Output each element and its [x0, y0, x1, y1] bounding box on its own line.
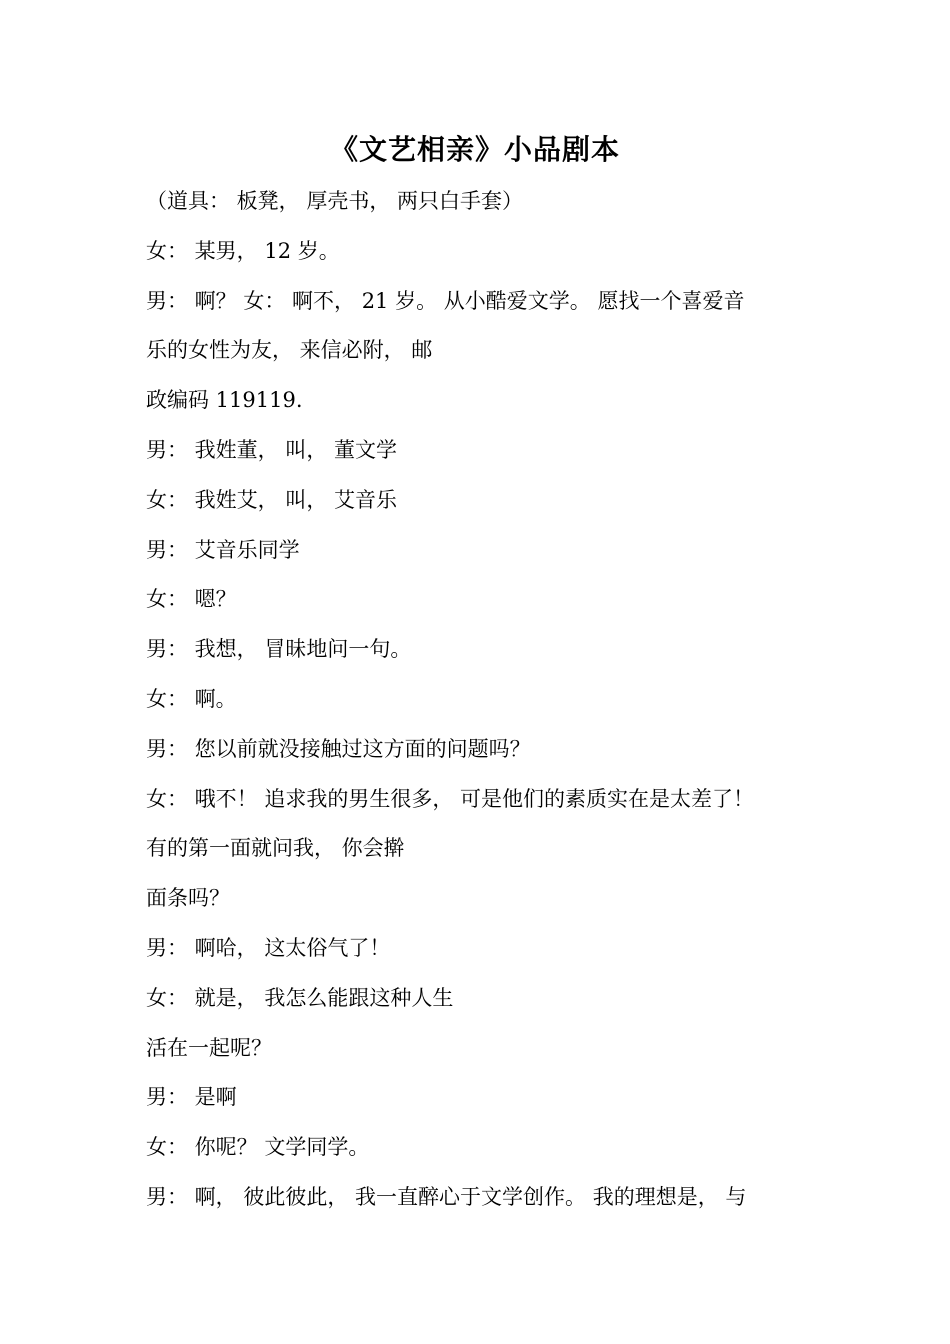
script-line: 男： 啊？ 女： 啊不， 21 岁。 从小酷爱文学。 愿找一个喜爱音: [146, 288, 745, 313]
script-line: 女： 某男， 12 岁。: [146, 238, 340, 263]
script-line: 女： 就是， 我怎么能跟这种人生: [146, 985, 454, 1010]
script-body: [146, 182, 816, 1228]
script-line: 活在一起呢？: [146, 1035, 272, 1060]
script-line: 男： 艾音乐同学: [146, 537, 300, 562]
script-line: 女： 我姓艾， 叫， 艾音乐: [146, 487, 398, 512]
document-title: 《文艺相亲》小品剧本: [329, 133, 620, 166]
script-line: 女： 啊。: [146, 686, 237, 711]
script-line: 男： 我想， 冒昧地问一句。: [146, 637, 412, 662]
script-line: 男： 我姓董， 叫， 董文学: [146, 437, 398, 462]
script-line: 男： 啊， 彼此彼此， 我一直醉心于文学创作。 我的理想是， 与: [146, 1184, 747, 1209]
script-line: 女： 哦不！ 追求我的男生很多， 可是他们的素质实在是太差了！: [146, 786, 755, 811]
script-line: 男： 您以前就没接触过这方面的问题吗？: [146, 736, 531, 761]
script-line: 女： 嗯？: [146, 587, 237, 612]
script-line: 男： 啊哈， 这太俗气了！: [146, 935, 391, 960]
script-line: 政编码 119119.: [146, 388, 303, 413]
script-line: 乐的女性为友， 来信必附， 邮: [146, 338, 433, 363]
script-line: （道具： 板凳， 厚壳书， 两只白手套）: [146, 189, 524, 213]
script-line: 有的第一面就问我， 你会擀: [146, 836, 405, 861]
script-line: 面条吗？: [146, 886, 230, 911]
script-line: 女： 你呢？ 文学同学。: [146, 1135, 370, 1160]
script-line: 男： 是啊: [146, 1085, 237, 1110]
